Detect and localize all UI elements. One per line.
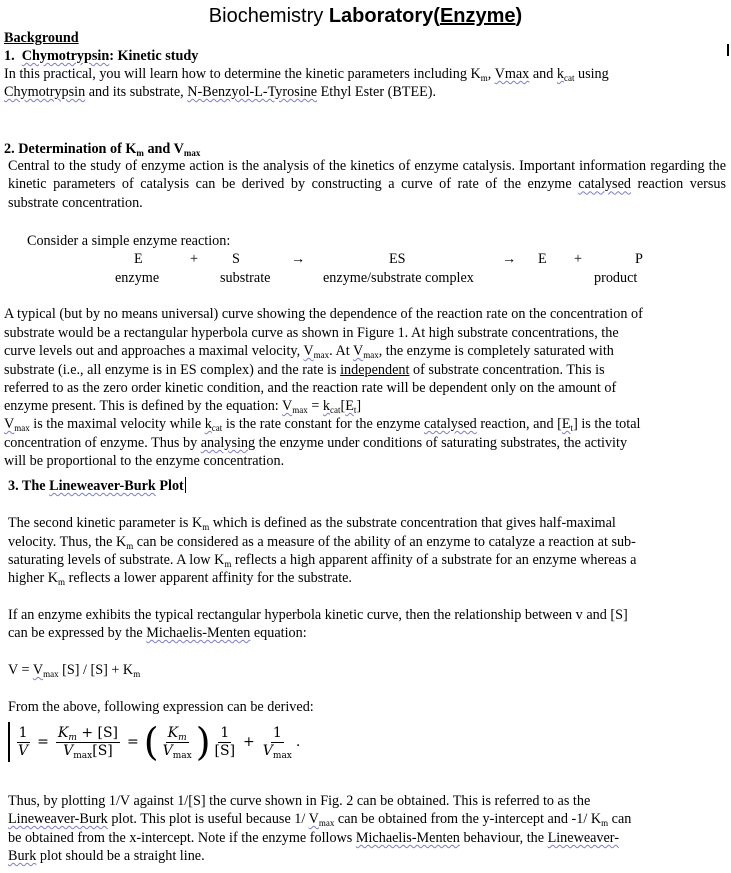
reaction-substrate-symbol: S — [232, 251, 240, 267]
margin-marker — [727, 44, 729, 56]
reaction-enzyme-symbol: E — [134, 251, 143, 267]
reaction-label: enzyme — [115, 270, 160, 286]
michaelis-menten-equation: $V = V_{max}$ $[S] / [S] + K_m$ — [8, 662, 141, 679]
section1-text-line2: Chymotrypsin and its substrate, N-Benzyol-L-Tyrosine Ethyl Ester (BTEE). — [4, 84, 437, 100]
vmax-equation: enzyme present. This is defined by the equation: $V_{max} = k_{cat}[E_t]$ — [4, 398, 362, 415]
text-cursor — [185, 477, 186, 493]
reaction-label: product — [594, 270, 638, 286]
section2-heading: 2. Determination of $K_m$ and $V_{max}$ — [4, 141, 201, 158]
section1-heading: 1. Chymotrypsin: Kinetic study — [4, 48, 199, 64]
section2-paragraph: Central to the study of enzyme action is the analysis of the kinetics of enzyme catalysis. Important information regarding the kinetic parameters of catalysis can be derived by constructing a curve of rate of the enzyme catalysed reaction versus substrate concentration. — [8, 158, 726, 211]
reaction-arrow: → — [502, 251, 517, 267]
section1-text-line1: In this practical, you will learn how to determine the kinetic parameters including $K_m$, Vmax and $k_{cat}$ using — [4, 66, 609, 83]
background-heading: Background — [4, 30, 79, 46]
lineweaver-burk-formula: $\frac{1}{V}$ = $\frac{K_m + [S]}{V_{max}[S]}$ = ( $\frac{K_m}{V_{max}}$ ) $\frac{1}{[S]}$ + $\frac{1}{V_{max}}$ . — [8, 716, 300, 768]
reaction-intro: Consider a simple enzyme reaction: — [27, 233, 231, 249]
reaction-label: substrate — [220, 270, 271, 286]
reaction-product-symbol: P — [635, 251, 643, 267]
formula-bar — [8, 722, 10, 762]
reaction-label: enzyme/substrate complex — [323, 270, 474, 286]
section3-heading[interactable]: 3. The Lineweaver-Burk Plot — [8, 478, 184, 494]
reaction-plus: + — [574, 251, 583, 267]
reaction-enzyme-symbol: E — [538, 251, 547, 267]
derive-intro: From the above, following expression can be derived: — [8, 699, 314, 715]
fraction: $\frac{1}{V}$ — [18, 724, 29, 759]
reaction-complex-symbol: ES — [389, 251, 406, 267]
left-paren: ( — [143, 720, 159, 764]
reaction-arrow: → — [291, 251, 306, 267]
right-paren: ) — [195, 720, 211, 764]
fraction: $\frac{1}{[S]}$ — [214, 724, 236, 759]
fraction: $\frac{K_m}{V_{max}}$ — [162, 724, 192, 761]
fraction: $\frac{1}{V_{max}}$ — [262, 724, 292, 761]
page-title: Biochemistry Laboratory(Enzyme) — [208, 5, 523, 27]
fraction: $\frac{K_m + [S]}{V_{max}[S]}$ — [57, 724, 119, 761]
reaction-plus: + — [190, 251, 199, 267]
kcat-symbol: $k_{cat}$ — [556, 66, 575, 83]
